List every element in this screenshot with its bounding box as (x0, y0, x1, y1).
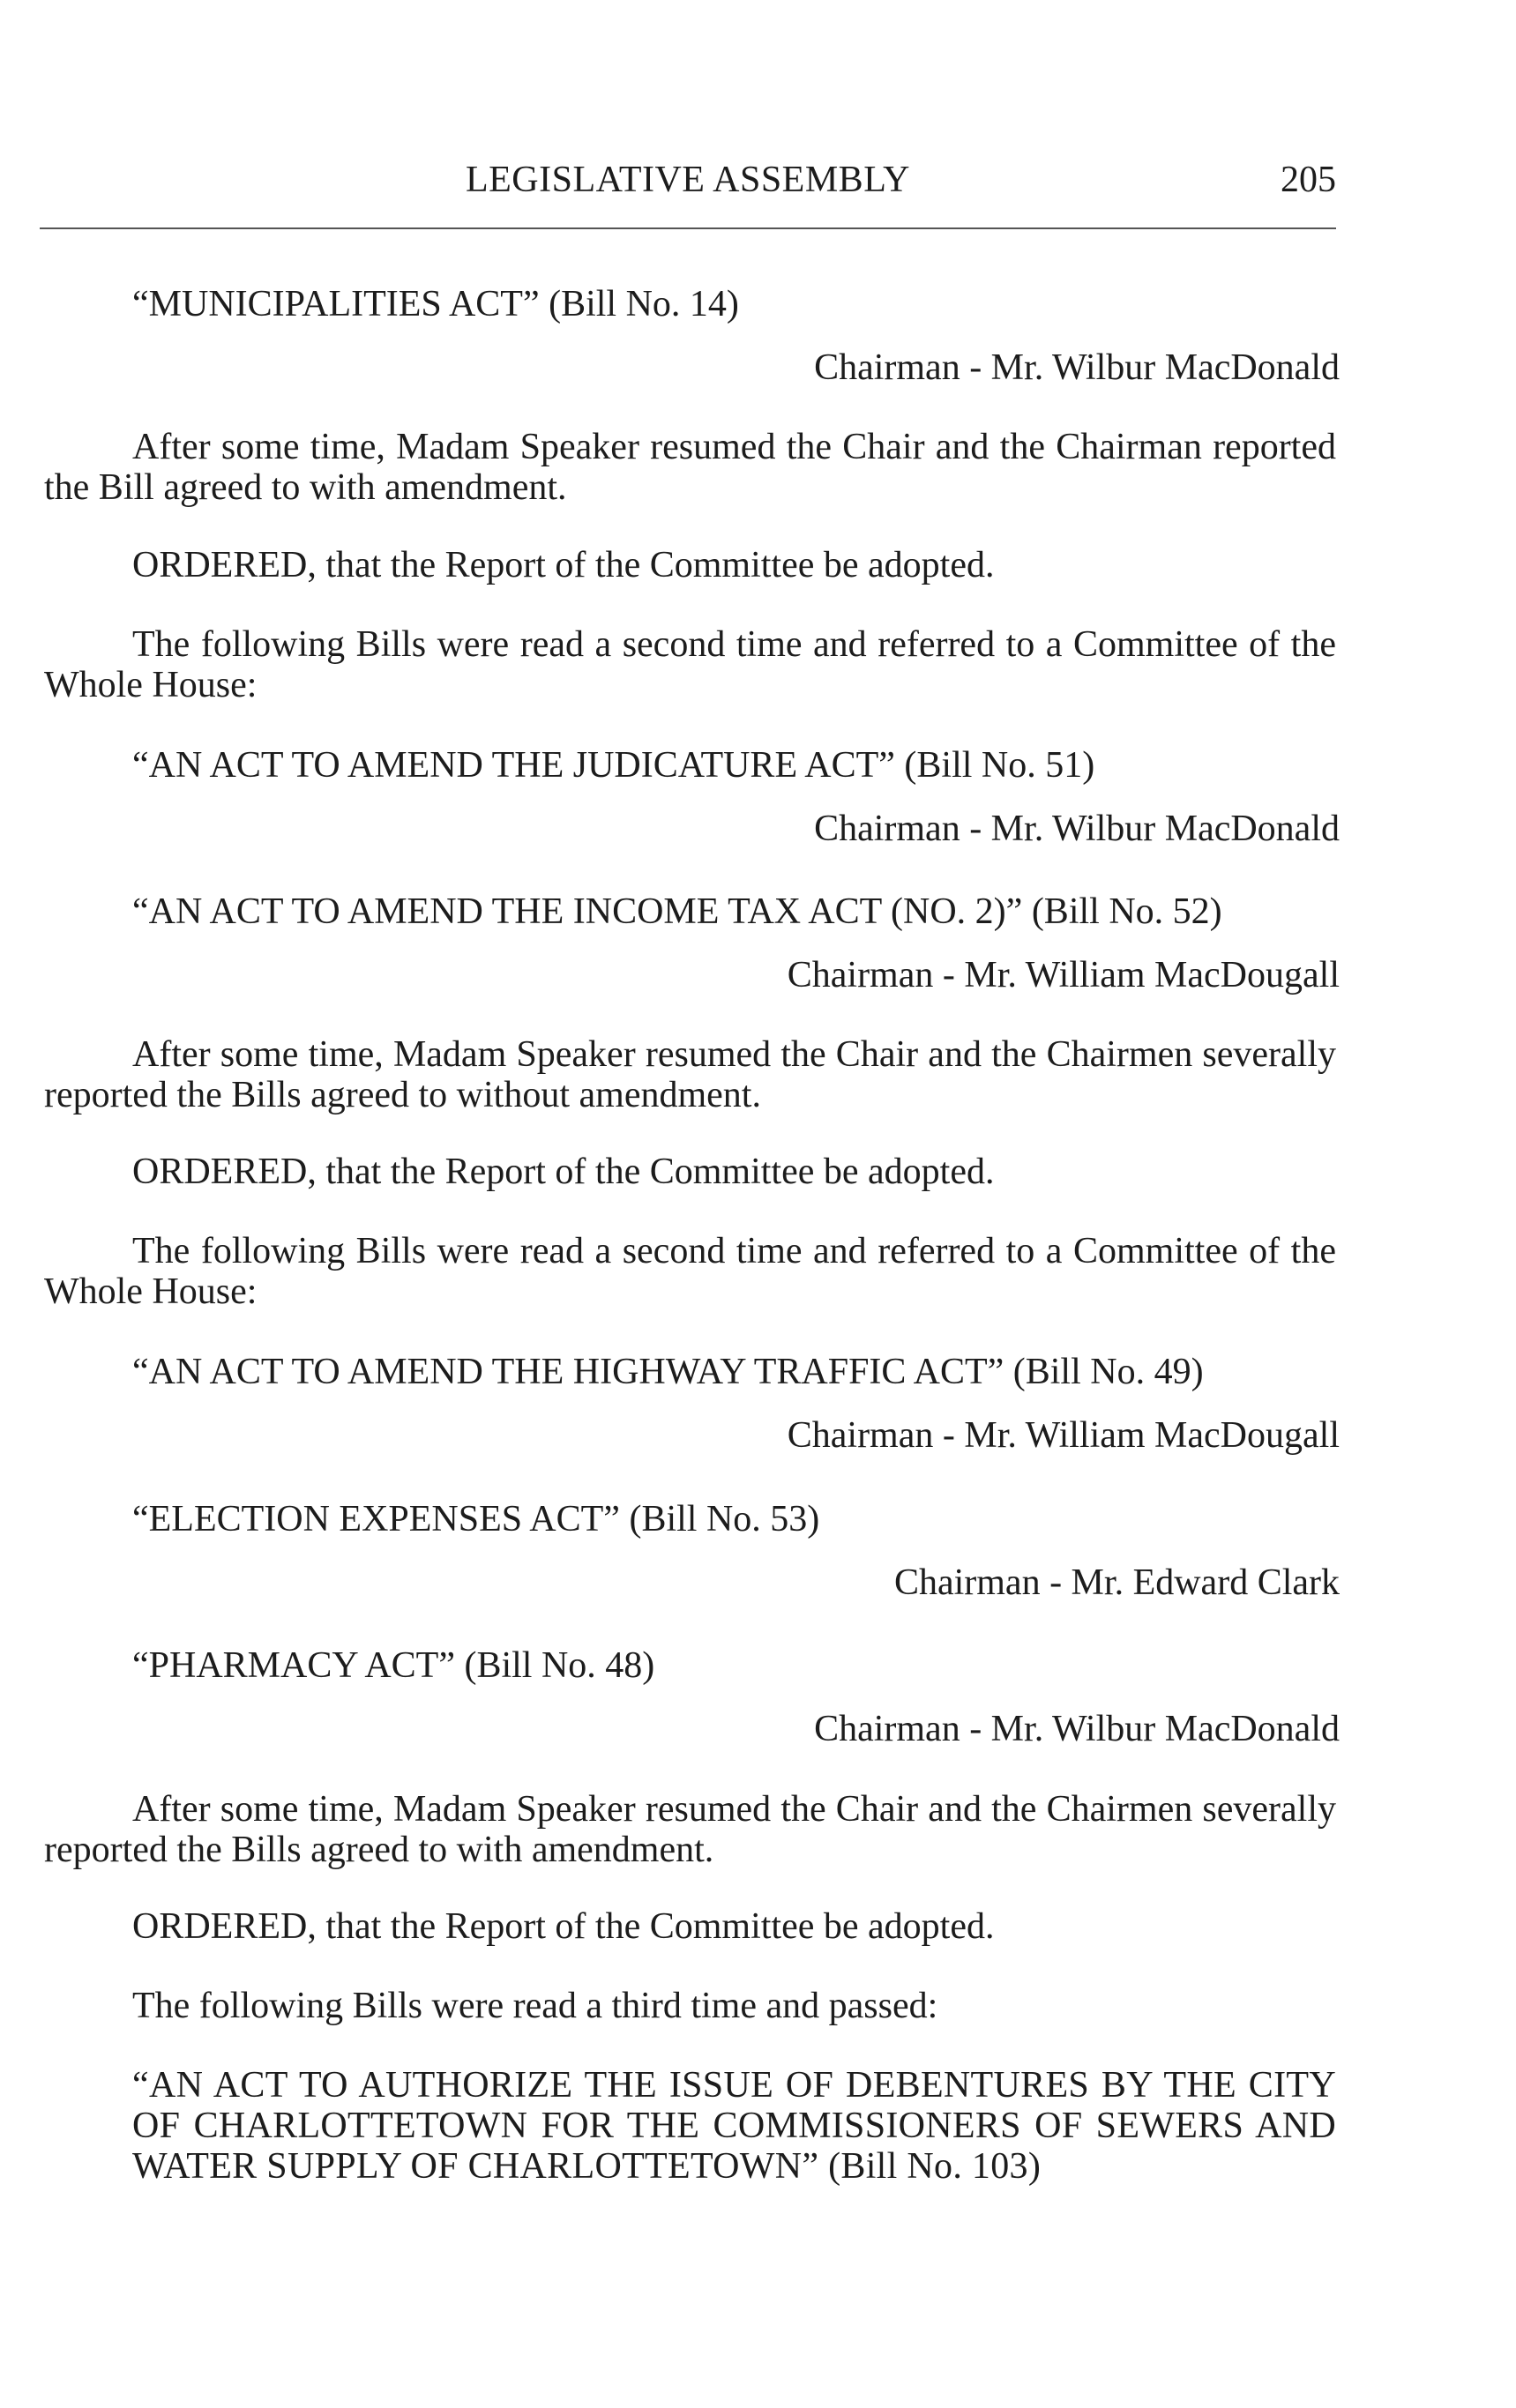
committee-report-paragraph: After some time, Madam Speaker resumed the Chair and the Chairmen severally reported the Bills agreed to without amendment. (44, 1034, 1336, 1115)
header-rule (40, 227, 1336, 229)
bill-title-income-tax: “AN ACT TO AMEND THE INCOME TAX ACT (NO. 2)” (Bill No. 52) (132, 891, 1222, 932)
chairman-line: Chairman - Mr. Wilbur MacDonald (814, 347, 1340, 388)
second-reading-paragraph: The following Bills were read a second time and referred to a Committee of the Whole House: (44, 624, 1336, 705)
ordered-statement: ORDERED, that the Report of the Committee be adopted. (132, 545, 995, 585)
bill-title-highway-traffic: “AN ACT TO AMEND THE HIGHWAY TRAFFIC ACT” (Bill No. 49) (132, 1352, 1204, 1392)
page-header (40, 145, 1336, 198)
bill-title-election-expenses: “ELECTION EXPENSES ACT” (Bill No. 53) (132, 1499, 820, 1539)
bill-title-pharmacy: “PHARMACY ACT” (Bill No. 48) (132, 1645, 655, 1686)
ordered-statement: ORDERED, that the Report of the Committee be adopted. (132, 1906, 995, 1947)
bill-title-debentures: “AN ACT TO AUTHORIZE THE ISSUE OF DEBENTURES BY THE CITY OF CHARLOTTETOWN FOR THE COMMISSIONERS OF SEWERS AND WATER SUPPLY OF CHARLOTTETOWN” (Bill No. 103) (132, 2065, 1336, 2187)
ordered-statement: ORDERED, that the Report of the Committee be adopted. (132, 1152, 995, 1192)
chairman-line: Chairman - Mr. Edward Clark (893, 1562, 1340, 1603)
chairman-line: Chairman - Mr. William MacDougall (787, 955, 1340, 995)
third-reading-statement: The following Bills were read a third time and passed: (132, 1986, 938, 2026)
page-number: 205 (1281, 160, 1336, 200)
running-head: LEGISLATIVE ASSEMBLY (466, 160, 910, 200)
chairman-line: Chairman - Mr. William MacDougall (787, 1415, 1340, 1456)
chairman-line: Chairman - Mr. Wilbur MacDonald (814, 1709, 1340, 1749)
chairman-line: Chairman - Mr. Wilbur MacDonald (814, 809, 1340, 849)
second-reading-paragraph: The following Bills were read a second time and referred to a Committee of the Whole House: (44, 1231, 1336, 1312)
committee-report-paragraph: After some time, Madam Speaker resumed the Chair and the Chairmen severally reported the Bills agreed to with amendment. (44, 1789, 1336, 1870)
committee-report-paragraph: After some time, Madam Speaker resumed the Chair and the Chairman reported the Bill agreed to with amendment. (44, 427, 1336, 508)
bill-title-municipalities: “MUNICIPALITIES ACT” (Bill No. 14) (132, 284, 739, 324)
bill-title-judicature: “AN ACT TO AMEND THE JUDICATURE ACT” (Bill No. 51) (132, 745, 1095, 786)
